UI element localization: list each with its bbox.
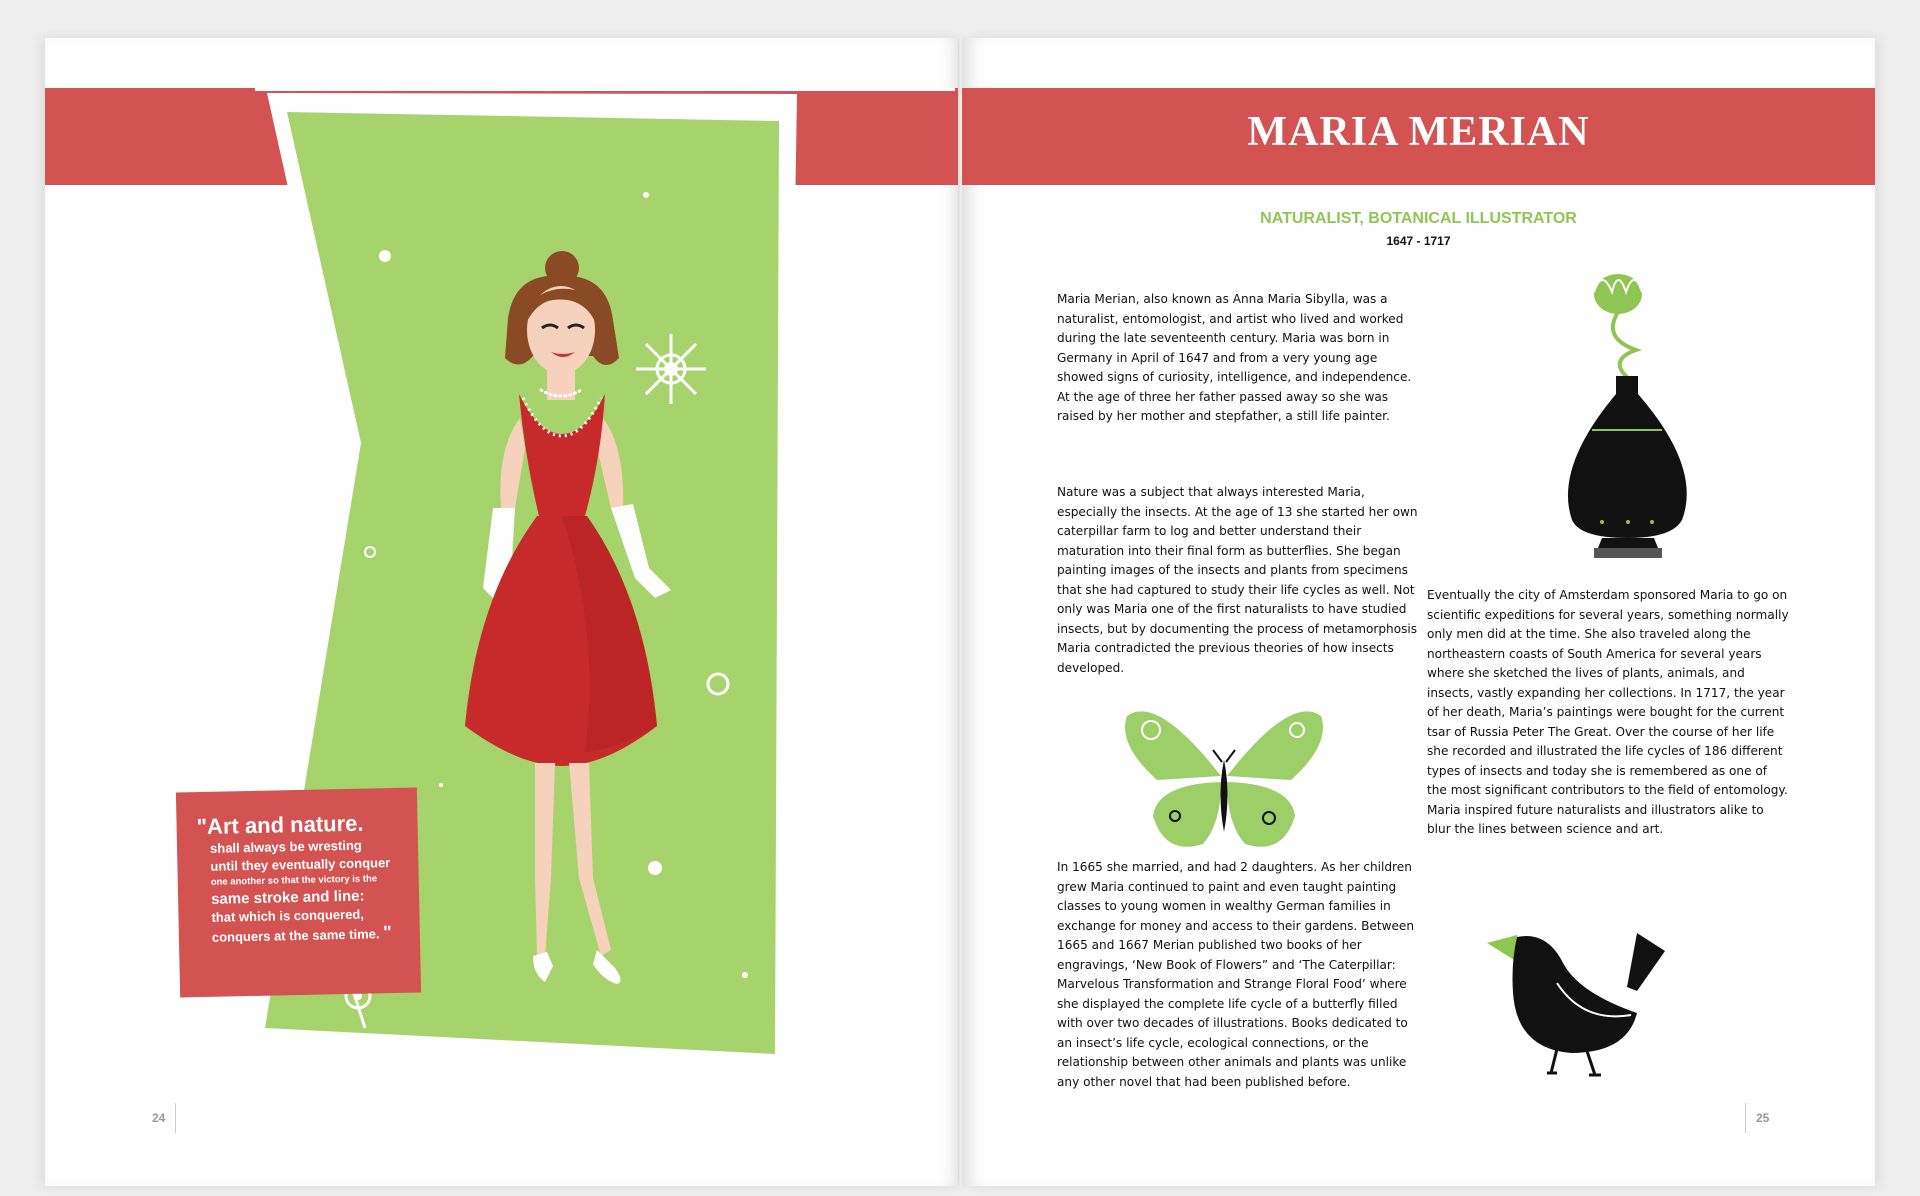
lifespan-years: 1647 - 1717	[1386, 234, 1451, 248]
quote-line: until they eventually conquer	[210, 855, 391, 874]
quote-close-mark: "	[382, 922, 392, 943]
quote-line: shall always be wresting	[209, 837, 362, 856]
quote-box	[176, 787, 421, 997]
butterfly-illustration	[1117, 704, 1331, 860]
page-number-left: 24	[152, 1103, 176, 1133]
left-page	[45, 38, 962, 1186]
bio-paragraph-2: Nature was a subject that always interested Maria, especially the insects. At the age of 13 she started her own caterpillar farm to log and better understand their maturation into their final form as butterflies. She began painting images of the insects and plants from specimens that she had captured to study their life cycles as well. Not only was Maria one of the first naturalists to have studied insects, but by documenting the process of metamorphosis Maria contradicted the previous theories of how insects developed.	[1057, 485, 1418, 675]
bio-paragraph-1: Maria Merian, also known as Anna Maria Sibylla, was a naturalist, entomologist, and artist who lived and worked during the late seventeenth century. Maria was born in Germany in April of 1647 and from a very young age showed signs of curiosity, intelligence, and independence. At the age of three her father passed away so she was raised by her mother and stepfather, a still life painter.	[1057, 292, 1412, 423]
page-title: MARIA MERIAN	[1247, 109, 1590, 155]
subtitle: NATURALIST, BOTANICAL ILLUSTRATOR	[1260, 210, 1577, 227]
right-page	[962, 38, 1875, 1186]
quote-line: that which is conquered,	[211, 906, 365, 925]
quote-line: "Art and nature.	[196, 810, 364, 840]
flower-vase-illustration	[1532, 268, 1732, 588]
quote-line: same stroke and line:	[210, 887, 365, 908]
quote-line: one another so that the victory is the	[210, 873, 378, 888]
quote-text	[196, 810, 414, 947]
bio-paragraph-3: In 1665 she married, and had 2 daughters. As her children grew Maria continued to paint and even taught painting classes to young women in wealthy German families in exchange for money and access to their gardens. Between 1665 and 1667 Merian published two books of her engravings, ‘New Book of Flowers” and ‘The Caterpillar: Marvelous Transformation and Strange Floral Food’ where she displayed the complete life cycle of a butterfly filled with over two decades of illustrations. Books dedicated to an insect’s life cycle, ecological connections, or the relationship between other animals and plants was unlike any other novel that had been published before.	[1057, 860, 1415, 1089]
bio-paragraph-4: Eventually the city of Amsterdam sponsored Maria to go on scientific expeditions for several years, something normally only men did at the time. She also traveled along the northeastern coasts of South America for several years where she sketched the lives of plants, animals, and insects, vastly expanding her collections. In 1717, the year of her death, Maria’s paintings were bought for the current tsar of Russia Peter The Great. Over the course of her life she recorded and illustrated the life cycles of 186 different types of insects and today she is remembered as one of the most significant contributors to the field of entomology. Maria inspired future naturalists and illustrators alike to blur the lines between science and art.	[1427, 588, 1789, 836]
quote-line: conquers at the same time.	[211, 926, 380, 945]
bird-illustration	[1487, 923, 1717, 1083]
page-number-right: 25	[1745, 1103, 1769, 1133]
